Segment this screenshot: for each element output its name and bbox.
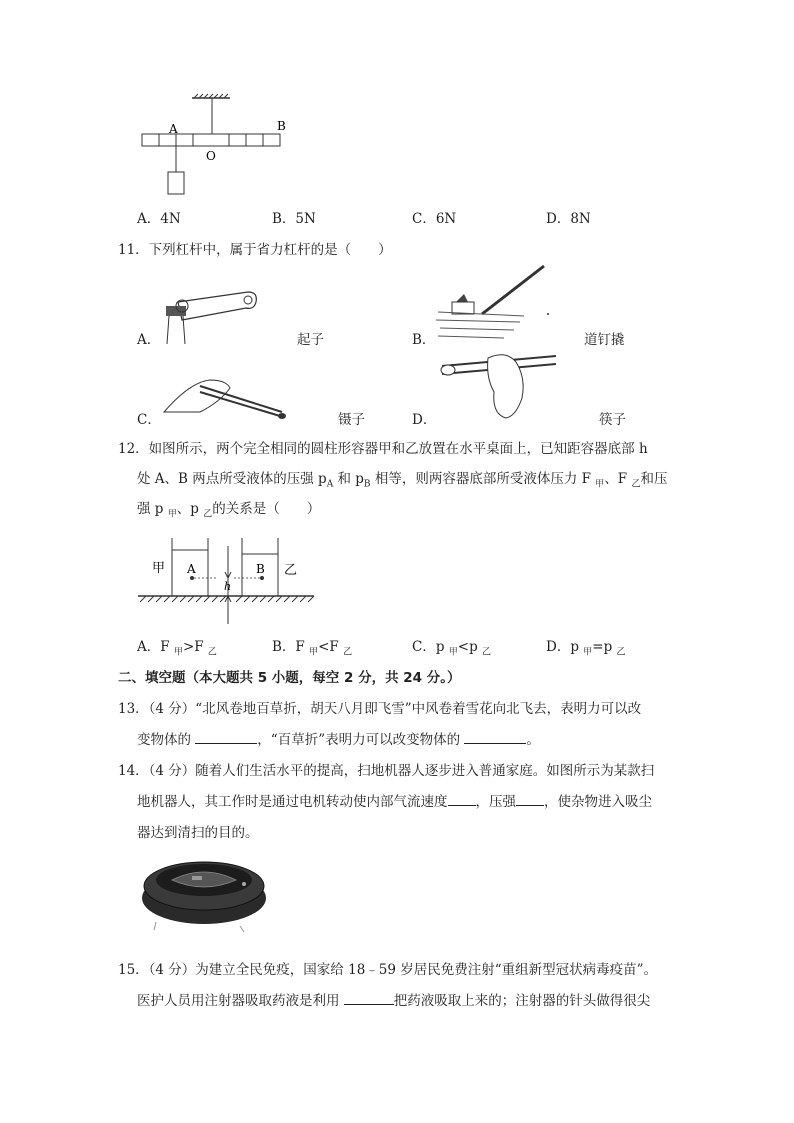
lever-figure [135, 92, 295, 202]
q11-option-c-name: 镊子 [338, 412, 365, 428]
q12-option-a[interactable]: A．F $_甲$>F $_乙$ [137, 639, 217, 658]
label-a: A [187, 562, 196, 576]
q10-option-c[interactable]: C．6N [412, 211, 457, 227]
q15-line2: 医护人员用注射器吸取药液是利用 把药液吸取上来的；注射器的针头做得很尖 [137, 993, 651, 1009]
q11-option-a-letter[interactable]: A． [137, 332, 161, 348]
q14-line2: 地机器人，其工作时是通过电机转动使内部气流速度 ，压强 ，使杂物进入吸尘 [137, 794, 652, 810]
q12-stem-line2: 处 A、B 两点所受液体的压强 $p_A$ 和 $p_B$ 相等，则两容器底部所受液体压力 F $_甲$、F $_乙$和压 [137, 471, 668, 490]
chopsticks-icon [436, 348, 566, 420]
q11-option-c-letter[interactable]: C． [137, 412, 161, 428]
q12-option-c[interactable]: C．p $_甲$<p $_乙$ [412, 639, 492, 658]
answer-blank[interactable] [448, 793, 476, 806]
q12-option-b[interactable]: B．F $_甲$<F $_乙$ [272, 639, 353, 658]
answer-blank[interactable] [344, 992, 394, 1005]
q12-option-d[interactable]: D．p $_甲$=p $_乙$ [546, 639, 626, 658]
label-jia: 甲 [152, 561, 166, 576]
q10-option-a[interactable]: A．4N [137, 211, 181, 227]
q12-stem-line3: 强 p $_甲$、p $_乙$的关系是（ ） [137, 501, 321, 520]
q13-line2: 变物体的 ，“百草折”表明力可以改变物体的 。 [137, 732, 540, 748]
answer-blank[interactable] [516, 793, 544, 806]
q13-line1: 13．（4 分）“北风卷地百草折，胡天八月即飞雪”中风卷着雪花向北飞去，表明力可以改 [118, 701, 642, 717]
q10-option-b[interactable]: B．5N [272, 211, 316, 227]
answer-blank[interactable] [464, 731, 526, 744]
q11-option-d-name: 筷子 [599, 412, 626, 428]
q11-option-d-letter[interactable]: D． [412, 412, 437, 428]
tweezers-icon [160, 372, 290, 422]
q14-line3: 器达到清扫的目的。 [137, 825, 259, 841]
answer-blank[interactable] [195, 731, 257, 744]
containers-figure [138, 532, 318, 630]
q12-stem-line1: 12．如图所示，两个完全相同的圆柱形容器甲和乙放置在水平桌面上，已知距容器底部 h [118, 441, 648, 457]
section-title: 二、填空题（本大题共 5 小题，每空 2 分，共 24 分。） [118, 670, 461, 686]
q11-stem: 11．下列杠杆中，属于省力杠杆的是（ ） [118, 242, 392, 258]
q14-line1: 14．（4 分）随着人们生活水平的提高，扫地机器人逐步进入普通家庭。如图所示为某款扫 [118, 763, 655, 779]
q10-option-d[interactable]: D．8N [546, 211, 591, 227]
robot-vacuum-image [140, 850, 268, 934]
label-a: A [169, 122, 178, 136]
label-o: O [206, 149, 216, 163]
label-h: h [224, 580, 232, 593]
q11-option-b-letter[interactable]: B． [412, 332, 436, 348]
rail-crowbar-icon [434, 262, 554, 342]
q11-option-a-name: 起子 [297, 332, 324, 348]
bottle-opener-icon [160, 284, 260, 344]
q15-line1: 15．（4 分）为建立全民免疫，国家给 18﹣59 岁居民免费注射“重组新型冠状病毒疫苗”。 [118, 962, 658, 978]
q11-option-b-name: 道钉撬 [584, 332, 625, 348]
label-b: B [277, 119, 286, 133]
label-b: B [256, 562, 265, 576]
label-yi: 乙 [284, 563, 298, 578]
